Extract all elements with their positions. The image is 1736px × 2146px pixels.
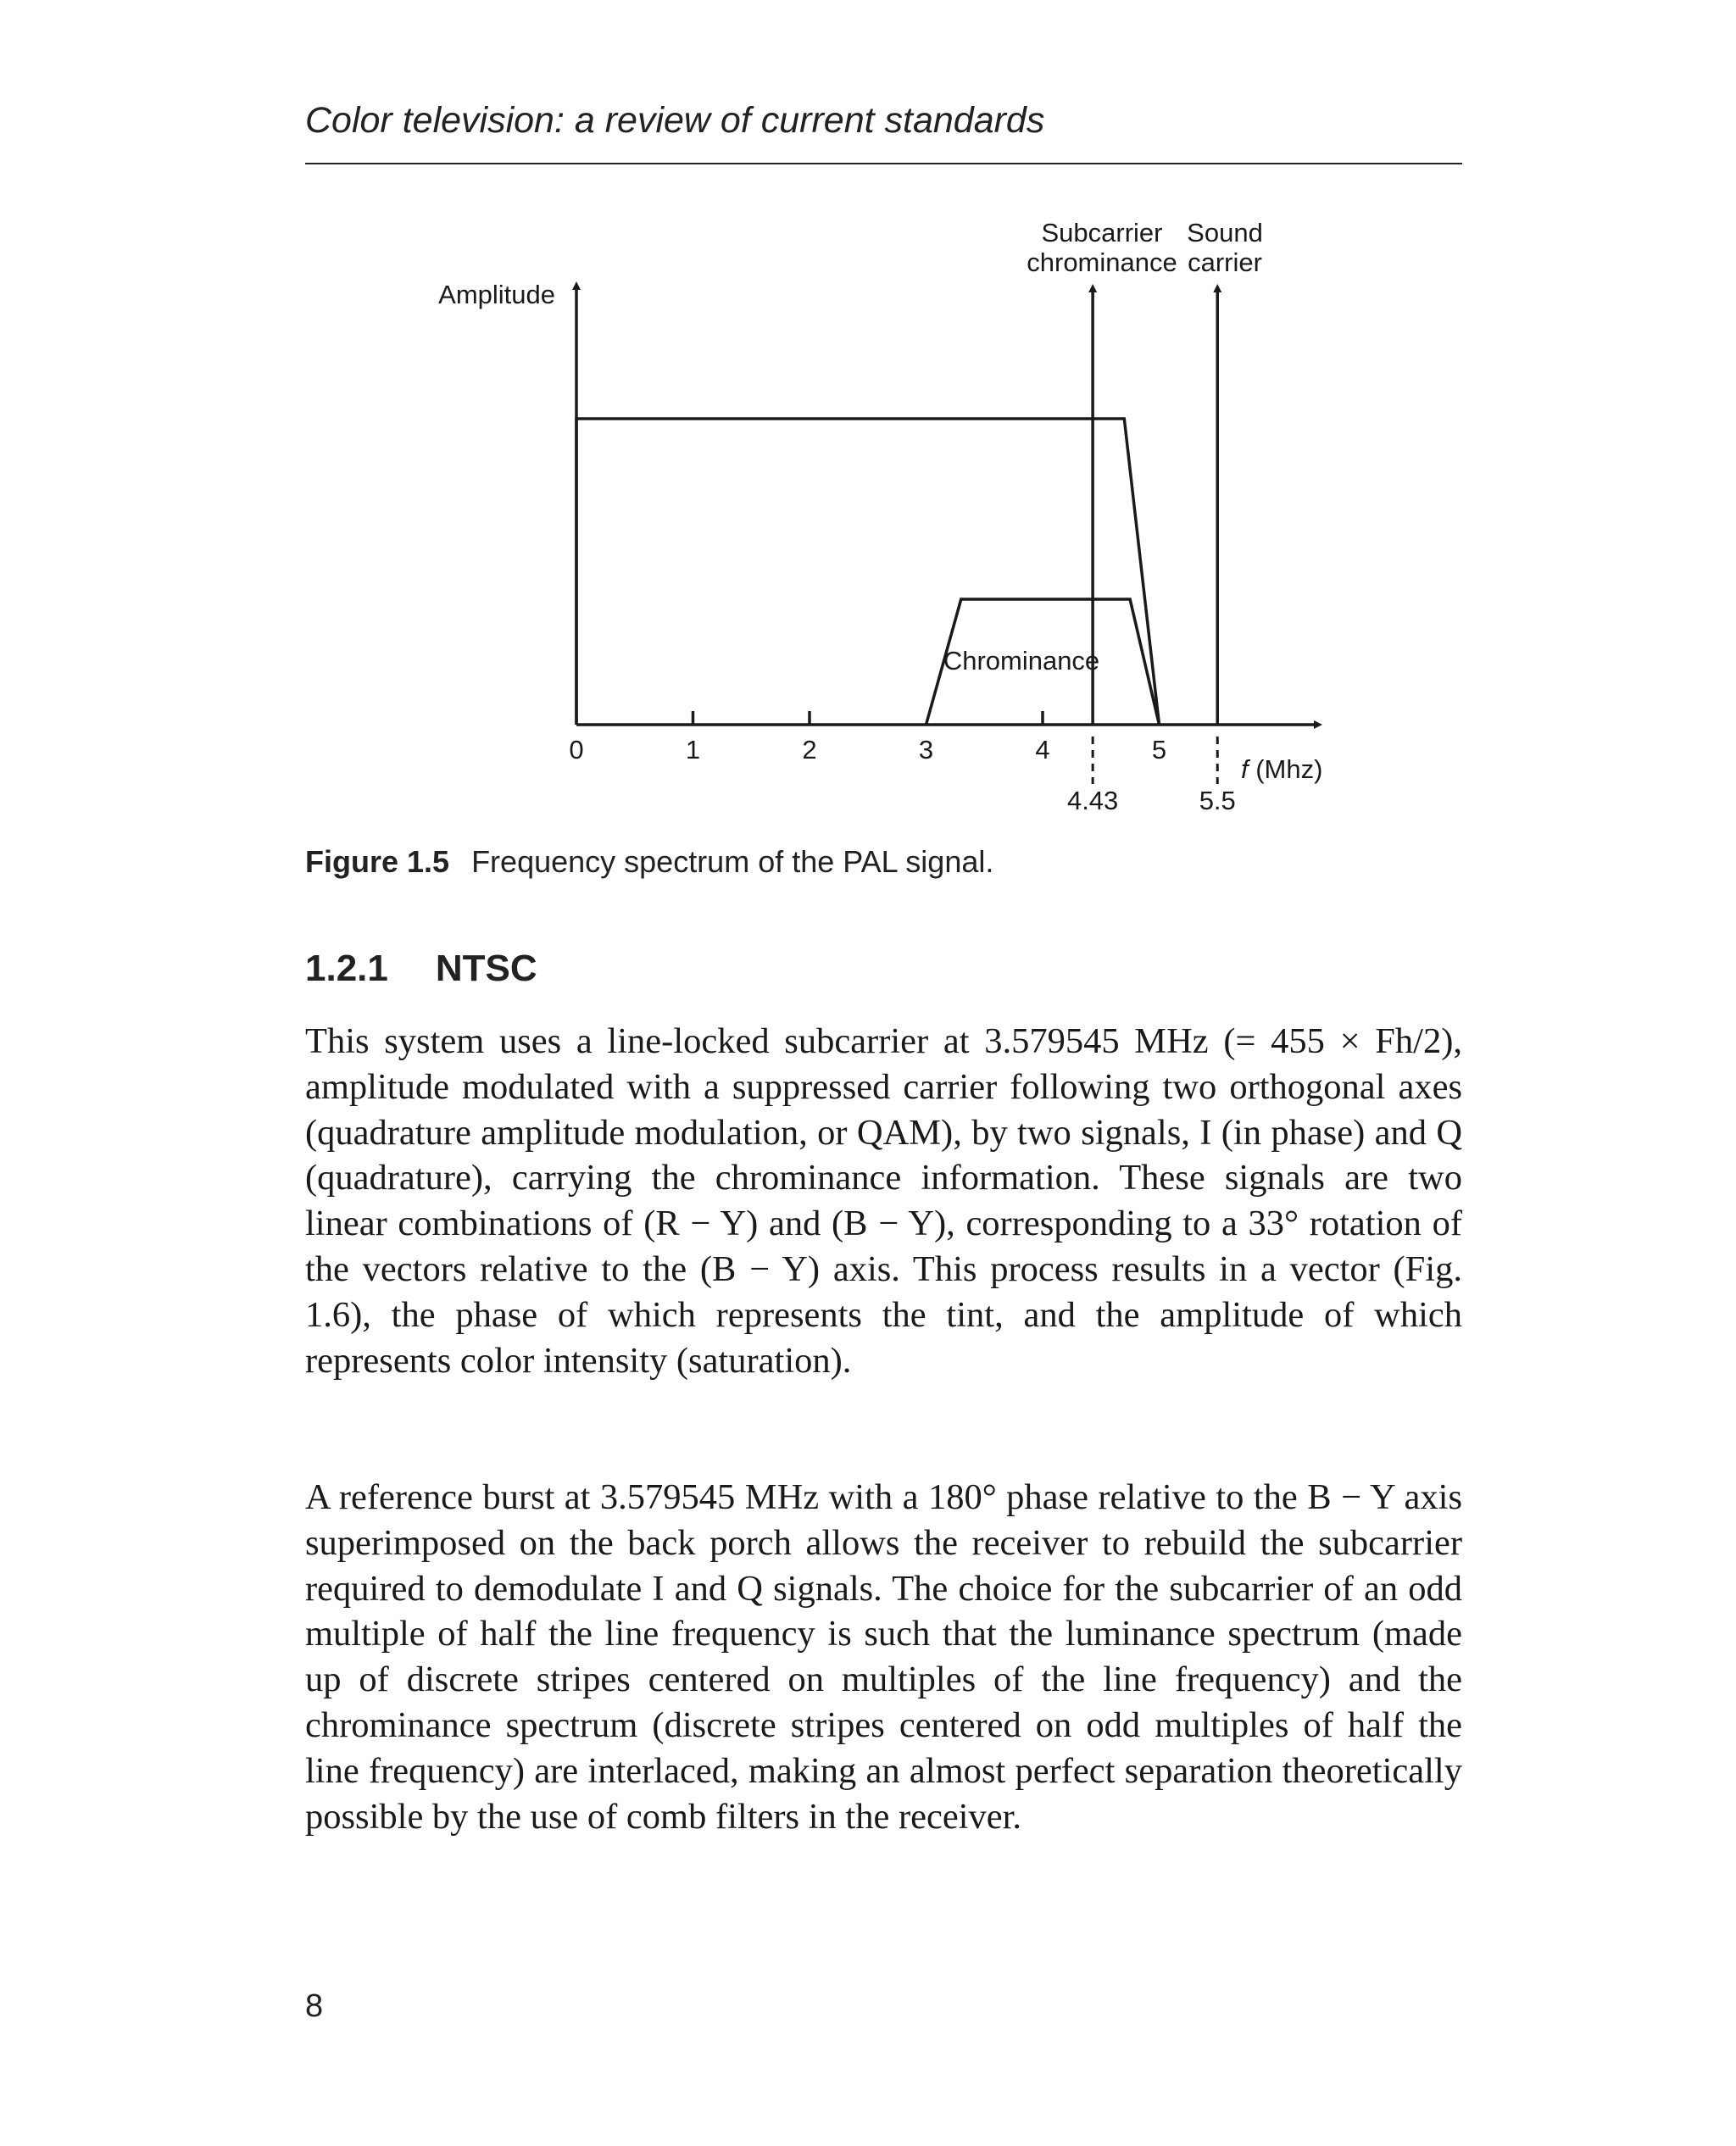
pal-spectrum-figure xyxy=(0,0,1736,848)
x-tick-label-5: 5 xyxy=(1151,735,1167,764)
paragraph-line: is such that the luminance spectrum (made up of discrete stripes xyxy=(305,1614,1463,1700)
paragraph-line: B − Y axis superimposed on the back porch allows the receiver to xyxy=(305,1477,1462,1563)
paragraph-line: This system uses a line-locked subcarrier at 3.579545 MHz (= 455 × xyxy=(305,1021,1360,1061)
y-axis-label: Amplitude xyxy=(438,280,555,309)
paragraph-line: centered on multiples of the line frequency) and the chrominance xyxy=(305,1660,1463,1745)
section-title: NTSC xyxy=(435,948,537,989)
x-tick-label-4: 4 xyxy=(1035,735,1050,764)
paragraph-line: choice for the subcarrier of an odd multiple of half the line frequency xyxy=(305,1568,1462,1654)
luminance-envelope xyxy=(576,419,1160,725)
x-tick-label-0: 0 xyxy=(569,735,584,764)
subcarrier-title-line-1: Subcarrier xyxy=(1041,218,1163,247)
body-paragraph-1 xyxy=(305,1019,1462,1383)
sound-carrier-title-line-1: Sound xyxy=(1187,218,1263,247)
subcarrier-frequency-label: 4.43 xyxy=(1066,786,1119,815)
figure-caption-text: Frequency spectrum of the PAL signal. xyxy=(471,844,994,879)
chrominance-label: Chrominance xyxy=(943,646,1100,675)
sound-carrier-title-line-2: carrier xyxy=(1188,247,1262,277)
figure-caption-label: Figure 1.5 xyxy=(305,844,450,879)
x-tick-label-3: 3 xyxy=(918,735,934,764)
paragraph-line: A reference burst at 3.579545 MHz with a 180° phase relative to the xyxy=(305,1477,1298,1517)
paragraph-line: line frequency) are interlaced, making an almost perfect separation xyxy=(305,1750,1273,1791)
body-paragraph-2 xyxy=(305,1475,1462,1839)
sound-carrier-frequency-label: 5.5 xyxy=(1199,786,1236,815)
page-number: 8 xyxy=(305,1988,324,2024)
paragraph-line: the (B − Y) axis. This process results in a vector (Fig. 1.6), the phase xyxy=(305,1248,1462,1335)
paragraph-line: and (B − Y), corresponding to a 33° rotation of the vectors relative to xyxy=(305,1204,1462,1289)
paragraph-line: of which represents the tint, and the amplitude of which represents xyxy=(305,1294,1463,1381)
running-head: Color television: a review of current standards xyxy=(305,100,1045,141)
section-number: 1.2.1 xyxy=(305,948,388,989)
figure-caption xyxy=(305,844,993,880)
x-axis-label: f (Mhz) xyxy=(1241,754,1323,784)
paragraph-line: Fh/2), amplitude modulated with a suppressed carrier following two xyxy=(305,1021,1463,1107)
paragraph-line: theoretically possible by the use of comb filters in the receiver. xyxy=(305,1750,1462,1837)
paragraph-line: information. These signals are two linear combinations of (R − Y) xyxy=(305,1158,1463,1244)
paragraph-line: color intensity (saturation). xyxy=(459,1340,852,1381)
paragraph-line: spectrum (discrete stripes centered on odd multiples of half the xyxy=(505,1704,1462,1745)
subcarrier-title-line-2: chrominance xyxy=(1027,247,1177,277)
paragraph-line: rebuild the subcarrier required to demodulate I and Q signals. The xyxy=(305,1522,1463,1609)
section-heading xyxy=(305,948,537,990)
x-tick-label-2: 2 xyxy=(802,735,817,764)
x-tick-label-1: 1 xyxy=(685,735,701,764)
paragraph-line: orthogonal axes (quadrature amplitude modulation, or QAM), by two xyxy=(305,1066,1463,1153)
paragraph-line: signals, I (in phase) and Q (quadrature), carrying the chrominance xyxy=(305,1112,1463,1198)
